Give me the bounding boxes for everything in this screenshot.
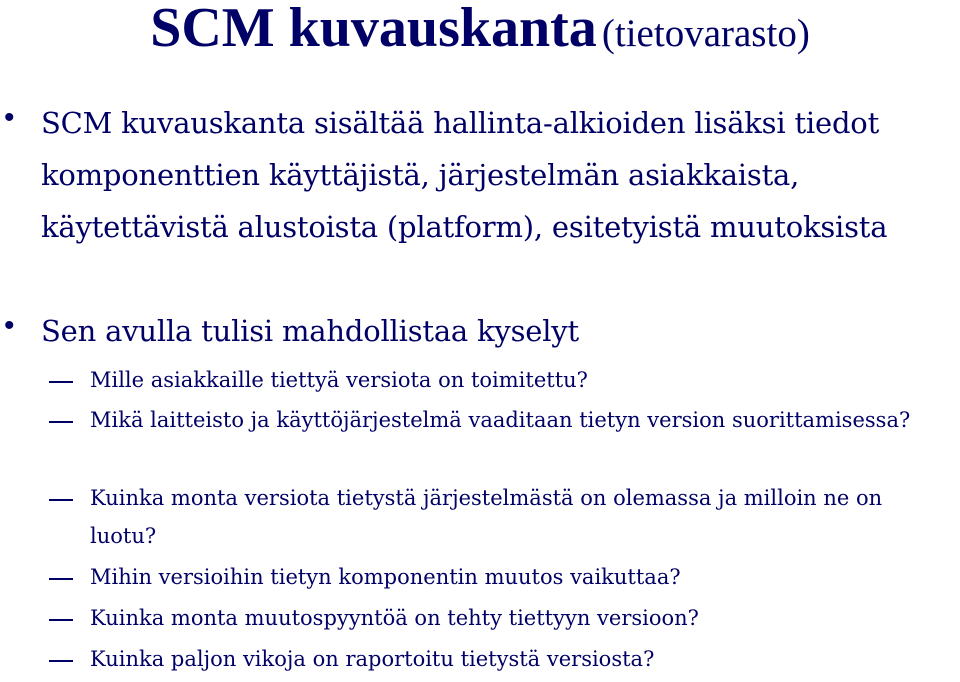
- sub-bullet-text: Kuinka paljon vikoja on raportoitu tietystä versiosta?: [90, 647, 655, 671]
- title-main: SCM kuvauskanta: [150, 0, 597, 59]
- dash-marker: [49, 578, 73, 580]
- sub-bullet-text: Mihin versioihin tietyn komponentin muutos vaikuttaa?: [90, 565, 681, 589]
- sub-bullet-text: Mille asiakkaille tiettyä versiota on toimitettu?: [90, 368, 588, 392]
- slide-title: [0, 0, 960, 59]
- sub-bullet-text: Kuinka monta versiota tietystä järjestelmästä on olemassa ja milloin ne on luotu?: [90, 486, 883, 548]
- sub-bullet-text: Kuinka monta muutospyyntöä on tehty tiettyyn versioon?: [90, 606, 699, 630]
- bullet-text: SCM kuvauskanta sisältää hallinta-alkioiden lisäksi tiedot komponenttien käyttäjistä, järjestelmän asiakkaista, käytettävistä alustoista (platform), esitetyistä muutoksista: [41, 106, 888, 244]
- title-sub: (tietovarasto): [601, 12, 810, 55]
- bullet-text: Sen avulla tulisi mahdollistaa kyselyt: [41, 314, 579, 348]
- bullet-marker: •: [4, 101, 15, 134]
- bullet-marker: •: [4, 309, 15, 342]
- sub-bullet-text: Mikä laitteisto ja käyttöjärjestelmä vaaditaan tietyn version suorittamisessa?: [90, 408, 911, 432]
- dash-marker: [49, 421, 73, 423]
- dash-marker: [49, 499, 73, 501]
- dash-marker: [49, 381, 73, 383]
- dash-marker: [49, 619, 73, 621]
- dash-marker: [49, 660, 73, 662]
